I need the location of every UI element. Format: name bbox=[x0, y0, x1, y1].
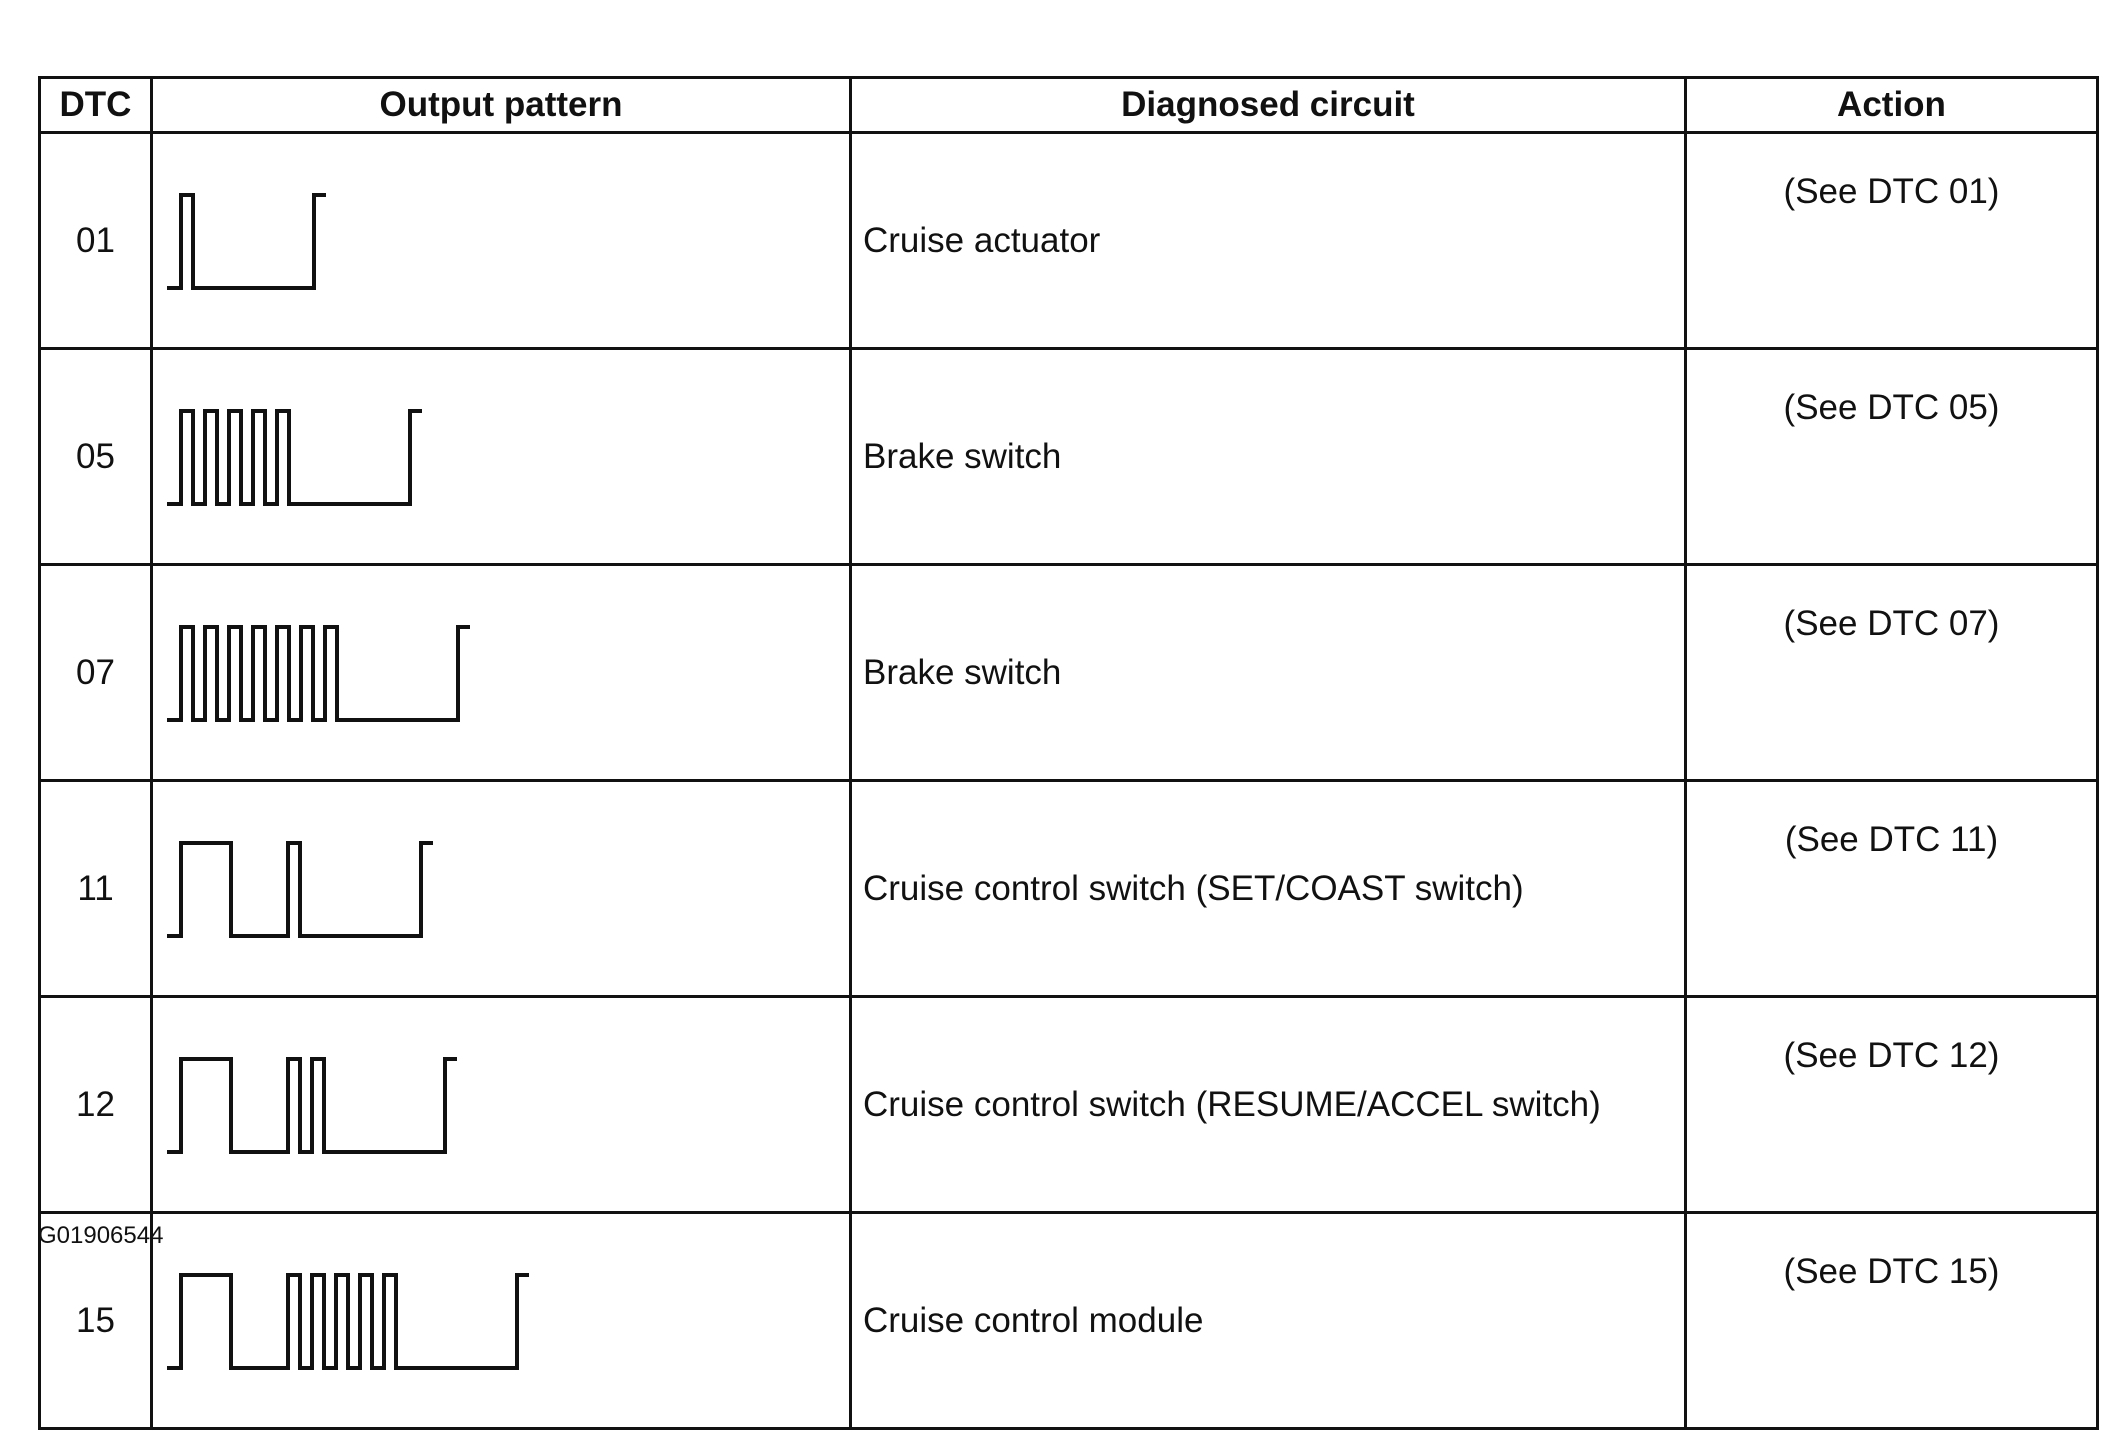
dtc-table bbox=[38, 76, 2099, 1430]
output-pattern bbox=[152, 349, 851, 565]
diagnosed-circuit: Cruise actuator bbox=[851, 133, 1686, 349]
pulse-waveform bbox=[153, 1017, 852, 1192]
header-row bbox=[40, 78, 2098, 133]
header-output-pattern: Output pattern bbox=[152, 78, 851, 133]
pulse-waveform bbox=[153, 153, 852, 328]
pulse-waveform bbox=[153, 1233, 852, 1408]
pulse-waveform bbox=[153, 801, 852, 976]
table-row bbox=[40, 133, 2098, 349]
table-row bbox=[40, 565, 2098, 781]
output-pattern bbox=[152, 997, 851, 1213]
header-action: Action bbox=[1686, 78, 2098, 133]
header-dtc: DTC bbox=[40, 78, 152, 133]
dtc-code: 12 bbox=[40, 997, 152, 1213]
header-diagnosed-circuit: Diagnosed circuit bbox=[851, 78, 1686, 133]
pulse-waveform bbox=[153, 585, 852, 760]
table-row bbox=[40, 997, 2098, 1213]
table-row bbox=[40, 349, 2098, 565]
diagnosed-circuit: Brake switch bbox=[851, 565, 1686, 781]
output-pattern bbox=[152, 1213, 851, 1429]
output-pattern bbox=[152, 565, 851, 781]
dtc-code: 07 bbox=[40, 565, 152, 781]
figure-id: G01906544 bbox=[38, 1222, 164, 1249]
action-reference: (See DTC 01) bbox=[1686, 133, 2098, 349]
action-reference: (See DTC 11) bbox=[1686, 781, 2098, 997]
output-pattern bbox=[152, 133, 851, 349]
action-reference: (See DTC 05) bbox=[1686, 349, 2098, 565]
dtc-code: 11 bbox=[40, 781, 152, 997]
diagnosed-circuit: Cruise control switch (RESUME/ACCEL switch) bbox=[851, 997, 1686, 1213]
action-reference: (See DTC 12) bbox=[1686, 997, 2098, 1213]
dtc-code: 01 bbox=[40, 133, 152, 349]
table-row bbox=[40, 1213, 2098, 1429]
action-reference: (See DTC 15) bbox=[1686, 1213, 2098, 1429]
dtc-code: 05 bbox=[40, 349, 152, 565]
action-reference: (See DTC 07) bbox=[1686, 565, 2098, 781]
diagnosed-circuit: Brake switch bbox=[851, 349, 1686, 565]
dtc-code: 15 bbox=[40, 1213, 152, 1429]
diagnosed-circuit: Cruise control module bbox=[851, 1213, 1686, 1429]
output-pattern bbox=[152, 781, 851, 997]
diagnosed-circuit: Cruise control switch (SET/COAST switch) bbox=[851, 781, 1686, 997]
pulse-waveform bbox=[153, 369, 852, 544]
table-row bbox=[40, 781, 2098, 997]
